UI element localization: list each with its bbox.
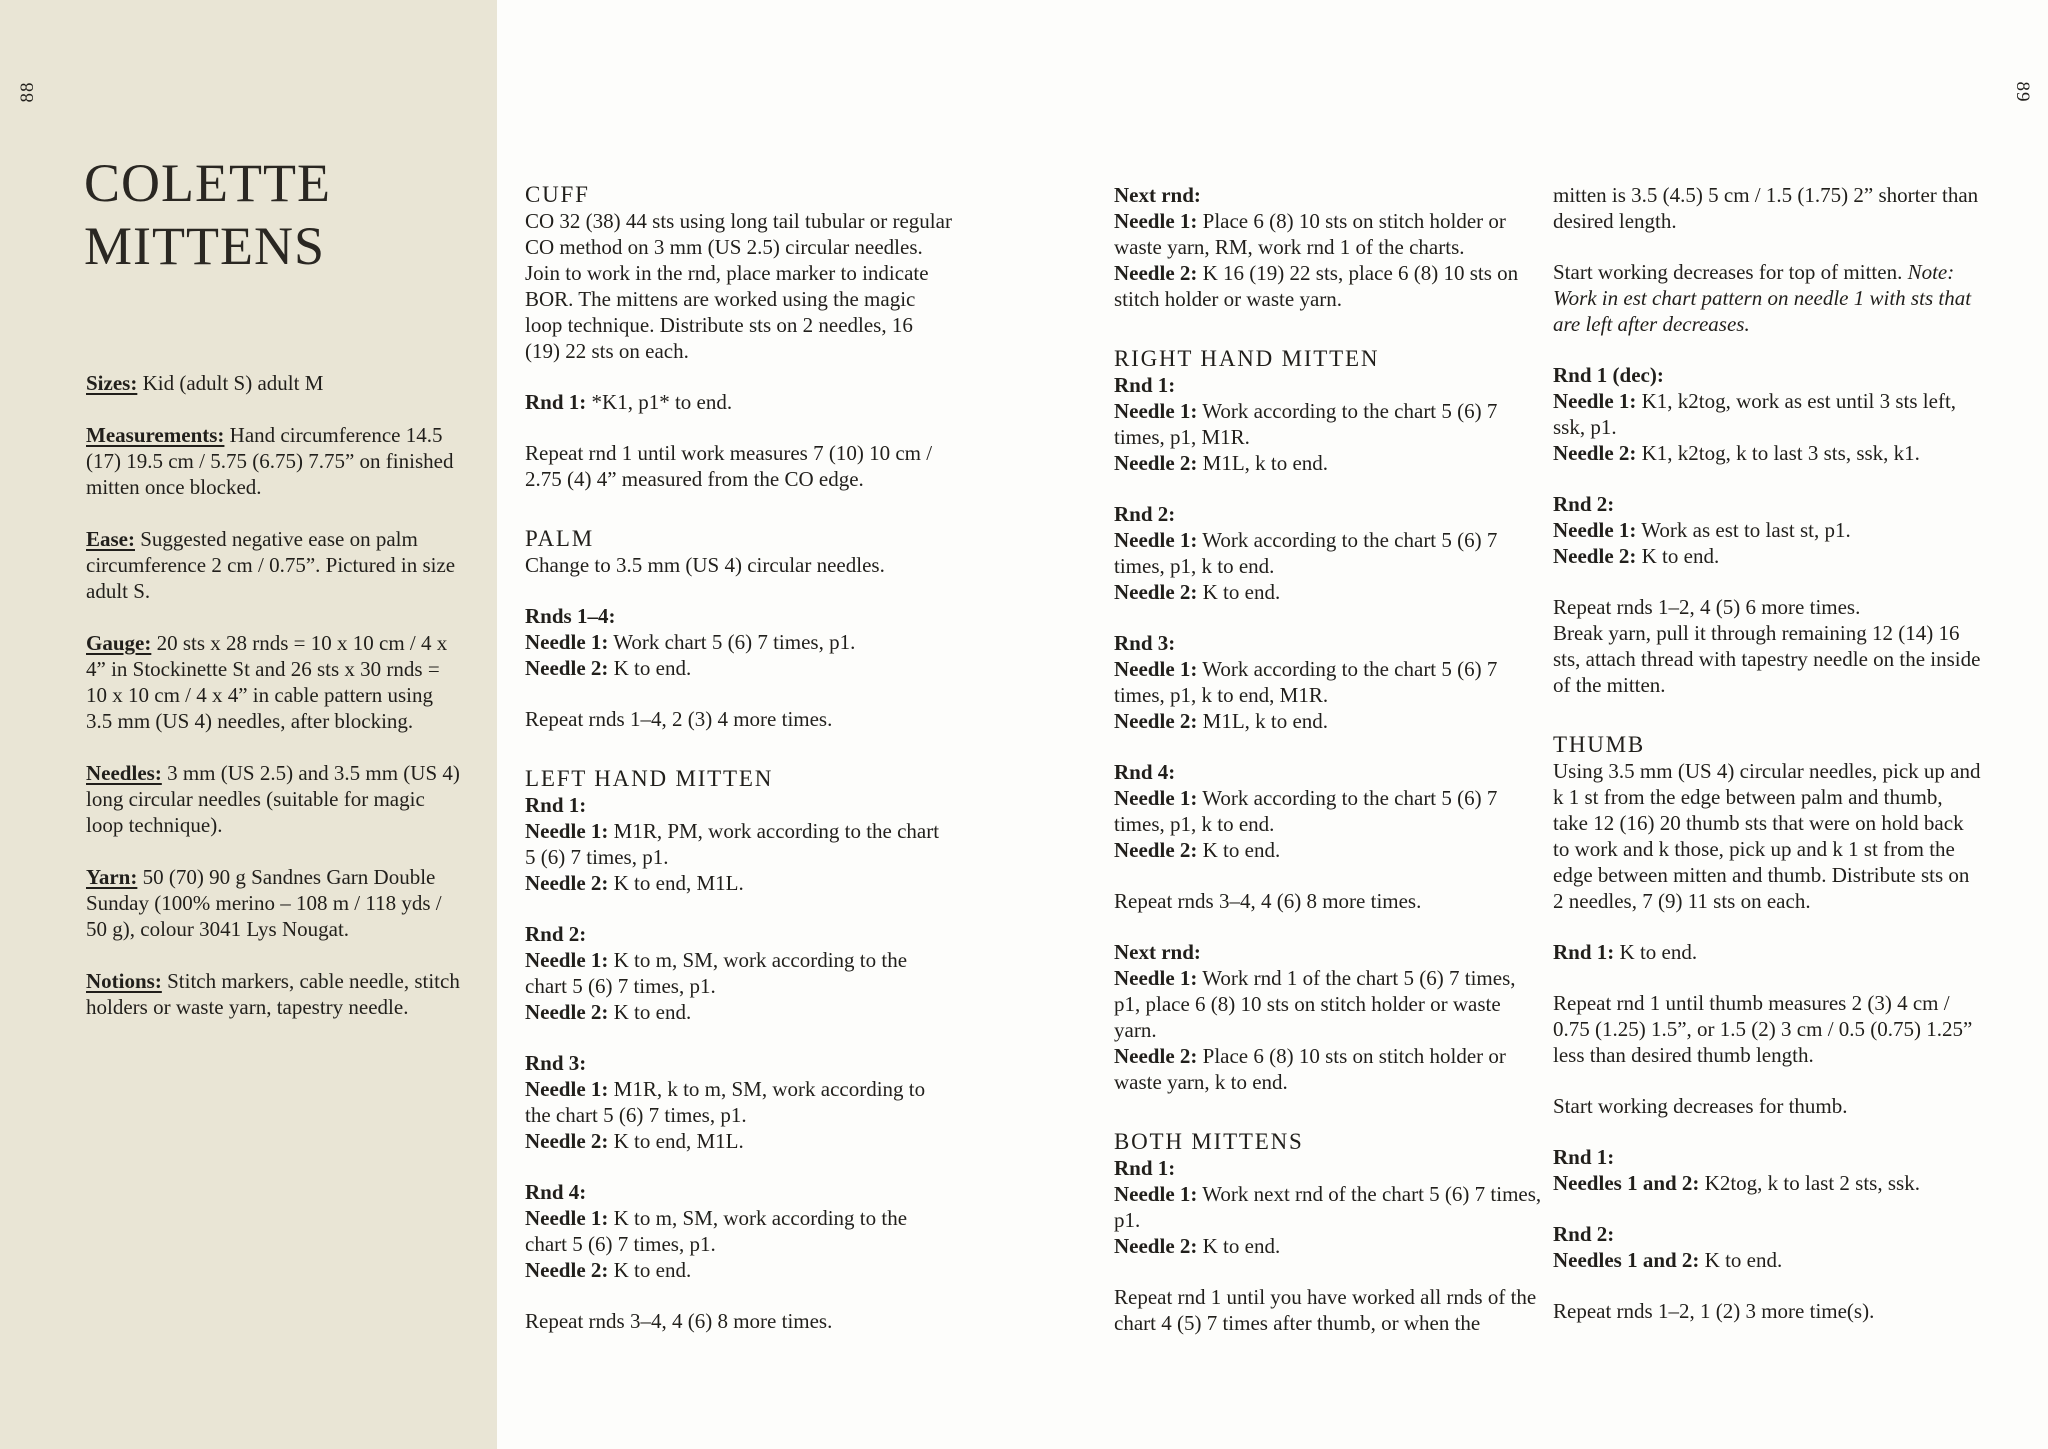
pattern-line [525,921,953,947]
bold-run: Rnd 4: [525,1180,587,1204]
pattern-block [525,706,953,732]
text-run: Change to 3.5 mm (US 4) circular needles. [525,553,885,577]
text-run: Start working decreases for thumb. [1553,1094,1848,1118]
bold-run: Rnd 1: [525,390,587,414]
bold-run: Rnd 2: [1553,1222,1615,1246]
instructions-column-1 [525,182,953,1334]
pattern-line [1114,939,1544,965]
bold-run: Needle 2: [1114,838,1198,862]
pattern-block [1114,630,1544,734]
pattern-block [1553,1144,1981,1196]
pattern-line [1114,1155,1544,1181]
pattern-line [1553,1247,1981,1273]
text-run: K 16 (19) 22 sts, place 6 (8) 10 sts on stitch holder or waste yarn. [1114,261,1519,311]
pattern-line [1114,1284,1544,1336]
pattern-line [1553,990,1981,1068]
pattern-line [1553,182,1981,234]
instructions-column-3 [1553,182,1981,1324]
text-run: Work next rnd of the chart 5 (6) 7 times, p1. [1114,1182,1542,1232]
text-run: Repeat rnd 1 until you have worked all rnds of the chart 4 (5) 7 times after thumb, or when the [1114,1285,1537,1335]
bold-run: Rnd 1: [1553,940,1615,964]
pattern-line [525,655,953,681]
section-heading: LEFT HAND MITTEN [525,766,774,791]
text-run: Work rnd 1 of the chart 5 (6) 7 times, p1, place 6 (8) 10 sts on stitch holder or waste yarn. [1114,966,1516,1042]
pattern-block [525,766,953,896]
pattern-block [1553,491,1981,569]
pattern-block [1553,939,1981,965]
text-run: K to end. [1197,580,1281,604]
pattern-line [1553,1221,1981,1247]
pattern-line [1553,362,1981,388]
bold-run: Rnd 4: [1114,760,1176,784]
spec-paragraph: Ease: Suggested negative ease on palm circumference 2 cm / 0.75”. Pictured in size adult S. [86,527,456,603]
bold-run: Rnd 1: [1553,1145,1615,1169]
pattern-line [1114,837,1544,863]
bold-run: Needle 2: [1553,441,1637,465]
pattern-block [1114,888,1544,914]
text-run: M1R, k to m, SM, work according to the chart 5 (6) 7 times, p1. [525,1077,926,1127]
pattern-line [525,603,953,629]
bold-run: Rnd 1: [1114,373,1176,397]
pattern-block [1553,362,1981,466]
section-heading: CUFF [525,182,590,207]
pattern-block [1114,182,1544,312]
pattern-line [525,1076,953,1128]
pattern-block [525,1050,953,1154]
text-run: K to end. [1636,544,1720,568]
text-run: Work according to the chart 5 (6) 7 times, p1, k to end, M1R. [1114,657,1498,707]
text-run: Repeat rnd 1 until work measures 7 (10) 10 cm / 2.75 (4) 4” measured from the CO edge. [525,441,933,491]
text-run: M1L, k to end. [1197,709,1329,733]
bold-run: Rnd 3: [1114,631,1176,655]
pattern-line [1114,965,1544,1043]
text-run: Work according to the chart 5 (6) 7 times, p1, k to end. [1114,528,1498,578]
instructions-column-2 [1114,182,1544,1336]
pattern-block [1553,732,1981,914]
pattern-line [1114,1233,1544,1259]
text-run: K to end, M1L. [608,871,744,895]
pattern-line [1114,1043,1544,1095]
bold-run: Needle 2: [525,1258,609,1282]
bold-run: Needles 1 and 2: [1553,1248,1700,1272]
bold-run: Needle 2: [1114,451,1198,475]
text-run: K to end. [1197,1234,1281,1258]
bold-run: Needle 2: [525,1129,609,1153]
spec-paragraph: Sizes: Kid (adult S) adult M [86,371,324,395]
bold-run: Needle 2: [1114,709,1198,733]
pattern-block [525,440,953,492]
pattern-line [525,792,953,818]
spec-paragraph: Gauge: 20 sts x 28 rnds = 10 x 10 cm / 4 x 4” in Stockinette St and 26 sts x 30 rnds = 10 x 10 cm / 4 x 4” in cable pattern using 3.5 mm (US 4) needles, after blocking. [86,631,448,733]
bold-run: Rnds 1–4: [525,604,616,628]
pattern-line [525,1257,953,1283]
pattern-line [1553,259,1981,337]
bold-run: Needle 2: [1553,544,1637,568]
section-heading: RIGHT HAND MITTEN [1114,346,1380,371]
pattern-line [525,1205,953,1257]
pattern-block [1114,759,1544,863]
bold-run: Next rnd: [1114,940,1201,964]
bold-run: Needle 1: [1114,528,1198,552]
pattern-line [1114,182,1544,208]
pattern-line [1114,398,1544,450]
pattern-block [1553,990,1981,1068]
pattern-block [1114,1129,1544,1259]
pattern-line [525,389,953,415]
spec-label: Yarn: [86,865,138,889]
text-run: K to end. [1614,940,1698,964]
pattern-line [1114,630,1544,656]
pattern-line [1553,594,1981,620]
pattern-block [1553,1298,1981,1324]
pattern-line [525,706,953,732]
pattern-block [525,1179,953,1283]
text-run: CO 32 (38) 44 sts using long tail tubular or regular CO method on 3 mm (US 2.5) circular needles. Join to work in the rnd, place marker to indicate BOR. The mittens are worked using the magic loop technique. Distribute sts on 2 needles, 16 (19) 22 sts on each. [525,209,952,363]
spec-label: Sizes: [86,371,138,395]
text-run: Break yarn, pull it through remaining 12 (14) 16 sts, attach thread with tapestry needle on the inside of the mitten. [1553,621,1981,697]
text-run: K to m, SM, work according to the chart 5 (6) 7 times, p1. [525,948,908,998]
spec-label: Gauge: [86,631,152,655]
page-number-right: 89 [2012,81,2033,103]
pattern-line [1114,785,1544,837]
section-heading: PALM [525,526,594,551]
text-run: Place 6 (8) 10 sts on stitch holder or waste yarn, RM, work rnd 1 of the charts. [1114,209,1506,259]
bold-run: Needle 1: [1114,657,1198,681]
pattern-info-sidebar [0,0,497,1449]
pattern-line [525,999,953,1025]
bold-run: Needle 2: [525,1000,609,1024]
pattern-line [525,1308,953,1334]
spec-paragraph: Needles: 3 mm (US 2.5) and 3.5 mm (US 4) long circular needles (suitable for magic loop technique). [86,761,460,837]
bold-run: Needle 2: [1114,1044,1198,1068]
bold-run: Rnd 3: [525,1051,587,1075]
pattern-block [1114,346,1544,476]
pattern-line [1553,939,1981,965]
bold-run: Needle 1: [1114,399,1198,423]
bold-run: Needle 1: [1553,518,1637,542]
text-run: K to end. [1197,838,1281,862]
bold-run: Needle 1: [1553,389,1637,413]
italic-run: Note: Work in est chart pattern on needle 1 with sts that are left after decreases. [1553,260,1972,336]
pattern-block [1553,182,1981,234]
pattern-block [525,389,953,415]
pattern-specs [86,370,464,1046]
pattern-line [1114,1181,1544,1233]
bold-run: Rnd 1 (dec): [1553,363,1664,387]
spec-paragraph: Measurements: Hand circumference 14.5 (17) 19.5 cm / 5.75 (6.75) 7.75” on finished mitten once blocked. [86,423,454,499]
pattern-block [1553,1093,1981,1119]
text-run: Repeat rnds 3–4, 4 (6) 8 more times. [1114,889,1422,913]
spec-label: Measurements: [86,423,225,447]
pattern-line [525,629,953,655]
bold-run: Needle 2: [525,871,609,895]
text-run: K to end. [608,1000,692,1024]
section-heading: BOTH MITTENS [1114,1129,1304,1154]
bold-run: Needle 2: [1114,1234,1198,1258]
bold-run: Needle 1: [525,630,609,654]
pattern-line [1553,543,1981,569]
section-heading: THUMB [1553,732,1646,757]
text-run: K to end. [1699,1248,1783,1272]
spec-paragraph: Yarn: 50 (70) 90 g Sandnes Garn Double Sunday (100% merino – 108 m / 118 yds / 50 g), colour 3041 Lys Nougat. [86,865,442,941]
pattern-line [1114,759,1544,785]
bold-run: Rnd 2: [525,922,587,946]
pattern-line [525,440,953,492]
pattern-line [525,552,953,578]
pattern-title [84,152,331,278]
pattern-line [1114,501,1544,527]
text-run: Repeat rnd 1 until thumb measures 2 (3) 4 cm / 0.75 (1.25) 1.5”, or 1.5 (2) 3 cm / 0.5 (0.75) 1.25” less than desired thumb length. [1553,991,1973,1067]
pattern-line [1553,388,1981,440]
bold-run: Needle 2: [525,656,609,680]
pattern-line [1553,1170,1981,1196]
pattern-line [1114,888,1544,914]
pattern-block [1553,594,1981,698]
text-run: Repeat rnds 1–2, 1 (2) 3 more time(s). [1553,1299,1875,1323]
text-run: Start working decreases for top of mitten. [1553,260,1908,284]
text-run: K1, k2tog, k to last 3 sts, ssk, k1. [1636,441,1920,465]
pattern-line [1553,1298,1981,1324]
text-run: mitten is 3.5 (4.5) 5 cm / 1.5 (1.75) 2” shorter than desired length. [1553,183,1979,233]
pattern-block [525,603,953,681]
text-run: Repeat rnds 3–4, 4 (6) 8 more times. [525,1309,833,1333]
text-run: Place 6 (8) 10 sts on stitch holder or waste yarn, k to end. [1114,1044,1506,1094]
bold-run: Needle 1: [525,1206,609,1230]
pattern-line [525,818,953,870]
pattern-title-line1: COLETTE [84,153,331,213]
text-run: K1, k2tog, work as est until 3 sts left, ssk, p1. [1553,389,1957,439]
bold-run: Rnd 2: [1114,502,1176,526]
pattern-block [1553,259,1981,337]
pattern-block [525,182,953,364]
text-run: M1L, k to end. [1197,451,1329,475]
text-run: Repeat rnds 1–2, 4 (5) 6 more times. [1553,595,1861,619]
pattern-line [1553,440,1981,466]
text-run: Work according to the chart 5 (6) 7 times, p1, M1R. [1114,399,1498,449]
pattern-line [1114,527,1544,579]
spec-label: Notions: [86,969,162,993]
text-run: K to end, M1L. [608,1129,744,1153]
pattern-line [525,947,953,999]
text-run: Work according to the chart 5 (6) 7 times, p1, k to end. [1114,786,1498,836]
pattern-block [525,921,953,1025]
pattern-line [1114,372,1544,398]
pattern-line [525,1050,953,1076]
bold-run: Needle 2: [1114,261,1198,285]
pattern-line [525,1179,953,1205]
bold-run: Needle 1: [1114,209,1198,233]
pattern-line [1553,517,1981,543]
text-run: K2tog, k to last 2 sts, ssk. [1699,1171,1920,1195]
text-run: Using 3.5 mm (US 4) circular needles, pick up and k 1 st from the edge between palm and thumb, take 12 (16) 20 thumb sts that were on hold back to work and k those, pick up and k 1 st from the edge between mitten and thumb. Distribute sts on 2 needles, 7 (9) 11 sts on each. [1553,759,1981,913]
pattern-line [525,1128,953,1154]
pattern-title-line2: MITTENS [84,216,325,276]
bold-run: Needle 1: [1114,1182,1198,1206]
text-run: Repeat rnds 1–4, 2 (3) 4 more times. [525,707,833,731]
pattern-line [1114,208,1544,260]
bold-run: Rnd 1: [525,793,587,817]
pattern-line [1553,758,1981,914]
bold-run: Next rnd: [1114,183,1201,207]
bold-run: Needle 1: [1114,786,1198,810]
bold-run: Needle 2: [1114,580,1198,604]
spec-label: Needles: [86,761,162,785]
pattern-line [525,208,953,364]
pattern-line [1114,450,1544,476]
pattern-block [1114,501,1544,605]
pattern-line [1114,579,1544,605]
bold-run: Needle 1: [525,819,609,843]
text-run: K to end. [608,1258,692,1282]
bold-run: Needle 1: [525,948,609,972]
page-number-left: 88 [17,81,38,103]
pattern-line [1114,656,1544,708]
bold-run: Rnd 1: [1114,1156,1176,1180]
text-run: *K1, p1* to end. [586,390,733,414]
pattern-block [1114,939,1544,1095]
pattern-block [1553,1221,1981,1273]
pattern-block [1114,1284,1544,1336]
pattern-line [1553,1093,1981,1119]
spec-label: Ease: [86,527,135,551]
pattern-line [525,870,953,896]
pattern-line [1114,260,1544,312]
spec-paragraph: Notions: Stitch markers, cable needle, stitch holders or waste yarn, tapestry needle. [86,969,460,1019]
pattern-block [525,1308,953,1334]
text-run: K to m, SM, work according to the chart 5 (6) 7 times, p1. [525,1206,908,1256]
bold-run: Needle 1: [1114,966,1198,990]
bold-run: Needles 1 and 2: [1553,1171,1700,1195]
bold-run: Needle 1: [525,1077,609,1101]
pattern-line [1553,1144,1981,1170]
pattern-line [1553,620,1981,698]
pattern-line [1114,708,1544,734]
pattern-block [525,526,953,578]
pattern-line [1553,491,1981,517]
bold-run: Rnd 2: [1553,492,1615,516]
text-run: M1R, PM, work according to the chart 5 (6) 7 times, p1. [525,819,940,869]
text-run: K to end. [608,656,692,680]
text-run: Work as est to last st, p1. [1636,518,1851,542]
text-run: Work chart 5 (6) 7 times, p1. [608,630,856,654]
